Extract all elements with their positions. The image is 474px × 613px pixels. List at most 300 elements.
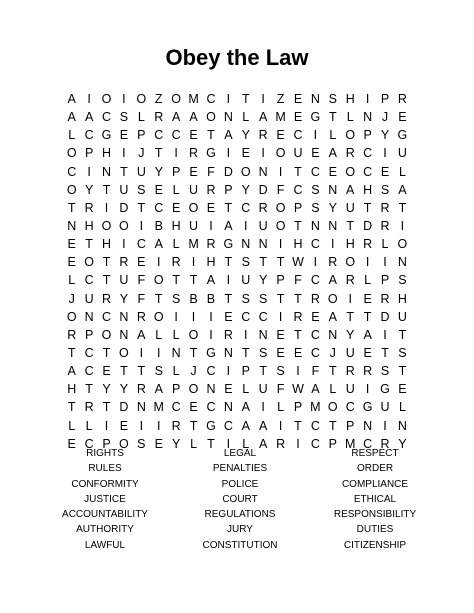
grid-letter: T [189, 418, 198, 433]
word-list-item: LEGAL [223, 448, 257, 459]
grid-letter: T [102, 255, 111, 270]
grid-letter: N [363, 110, 373, 125]
grid-letter: U [258, 218, 268, 233]
grid-letter: T [363, 309, 372, 324]
grid-letter: A [67, 364, 76, 379]
grid-letter: T [398, 364, 407, 379]
grid-letter: E [380, 164, 390, 179]
grid-letter: I [383, 146, 387, 161]
grid-letter: O [84, 255, 94, 270]
grid-letter: C [310, 164, 320, 179]
word-list-item: RESPONSIBILITY [333, 509, 417, 521]
grid-letter: A [189, 110, 198, 125]
grid-letter: C [206, 364, 216, 379]
grid-letter: I [244, 218, 248, 233]
word-list-item: DUTIES [356, 524, 394, 536]
grid-letter: S [259, 291, 268, 306]
grid-letter: I [87, 92, 91, 106]
grid-letter: G [310, 110, 321, 125]
grid-letter: L [155, 327, 163, 342]
grid-letter: I [278, 164, 283, 179]
word-list-item: JURY [227, 524, 253, 536]
grid-letter: J [190, 364, 197, 379]
grid-letter: U [345, 200, 355, 215]
grid-letter: R [171, 418, 181, 433]
grid-letter: R [345, 364, 355, 379]
grid-letter: B [189, 291, 198, 306]
grid-letter: Y [171, 436, 181, 451]
grid-letter: H [84, 218, 94, 233]
grid-letter: C [310, 345, 320, 360]
grid-letter: I [209, 218, 213, 233]
grid-letter: N [397, 418, 407, 433]
grid-letter: T [276, 255, 285, 270]
grid-letter: F [137, 273, 146, 288]
grid-letter: I [191, 309, 196, 324]
grid-letter: U [293, 146, 303, 161]
grid-letter: A [259, 418, 268, 433]
grid-letter: U [119, 182, 129, 197]
grid-letter: C [171, 400, 181, 415]
grid-letter: M [188, 92, 199, 106]
grid-letter: D [223, 164, 233, 179]
grid-letter: N [258, 327, 268, 342]
grid-letter: R [171, 255, 181, 270]
grid-letter: R [84, 200, 94, 215]
grid-row [63, 271, 411, 289]
grid-letter: U [241, 273, 251, 288]
grid-letter: T [276, 291, 285, 306]
grid-letter: S [328, 92, 337, 106]
grid-letter: E [363, 345, 372, 360]
grid-letter: I [313, 128, 318, 143]
grid-letter: R [363, 364, 373, 379]
grid-letter: N [84, 309, 94, 324]
grid-letter: R [276, 436, 286, 451]
grid-letter: P [380, 273, 390, 288]
grid-row [63, 380, 411, 398]
grid-letter: T [172, 273, 180, 288]
grid-letter: O [397, 237, 408, 252]
grid-row [63, 290, 411, 308]
grid-row [63, 235, 411, 253]
grid-letter: C [102, 110, 112, 125]
grid-letter: U [119, 273, 129, 288]
grid-letter: T [346, 218, 355, 233]
grid-letter: R [136, 309, 146, 324]
grid-letter: P [293, 400, 303, 415]
grid-letter: W [292, 382, 304, 397]
grid-letter: I [278, 309, 283, 324]
grid-letter: C [84, 273, 94, 288]
grid-letter: I [226, 273, 231, 288]
grid-letter: A [224, 218, 233, 233]
grid-letter: U [345, 382, 355, 397]
grid-letter: E [293, 92, 303, 106]
grid-letter: I [156, 345, 161, 360]
grid-letter: D [258, 182, 268, 197]
grid-letter: I [365, 92, 370, 106]
grid-letter: I [383, 418, 387, 433]
grid-letter: O [136, 92, 147, 106]
grid-letter: T [363, 200, 372, 215]
grid-letter: L [68, 418, 76, 433]
grid-letter: E [189, 164, 198, 179]
grid-row [63, 90, 411, 108]
grid-letter: L [172, 182, 180, 197]
word-list-item: PENALTIES [212, 463, 268, 475]
grid-letter: N [119, 309, 129, 324]
grid-letter: E [224, 309, 233, 324]
grid-letter: P [137, 128, 146, 143]
word-list-item: ORDER [356, 463, 394, 475]
grid-letter: Y [119, 382, 129, 397]
grid-letter: E [189, 400, 198, 415]
grid-letter: T [224, 200, 233, 215]
grid-letter: O [188, 327, 199, 342]
grid-letter: G [206, 418, 216, 433]
grid-letter: C [363, 164, 373, 179]
grid-letter: J [138, 146, 145, 161]
grid-letter: I [122, 237, 126, 252]
grid-letter: H [345, 92, 355, 106]
grid-letter: I [122, 92, 126, 106]
grid-letter: T [154, 146, 163, 161]
grid-letter: N [223, 110, 233, 125]
grid-letter: S [398, 345, 407, 360]
grid-letter: N [241, 237, 251, 252]
word-list-item: CITIZENSHIP [343, 539, 407, 551]
grid-letter: C [310, 273, 320, 288]
grid-letter: A [311, 382, 320, 397]
grid-letter: L [329, 128, 337, 143]
grid-letter: I [296, 364, 300, 379]
word-list-item: AUTHORITY [76, 524, 134, 536]
grid-letter: I [261, 400, 265, 415]
grid-letter: E [119, 418, 129, 433]
grid-letter: P [380, 92, 390, 106]
grid-letter: C [293, 128, 303, 143]
grid-letter: S [171, 291, 181, 306]
grid-letter: R [136, 382, 146, 397]
grid-letter: C [206, 92, 216, 106]
grid-row [63, 108, 411, 126]
grid-letter: E [363, 291, 372, 306]
grid-letter: I [261, 92, 265, 106]
grid-letter: T [381, 345, 389, 360]
grid-letter: A [259, 436, 268, 451]
grid-letter: S [154, 364, 163, 379]
grid-letter: O [101, 327, 112, 342]
grid-letter: N [67, 218, 77, 233]
grid-letter: N [223, 345, 233, 360]
grid-row [63, 344, 411, 362]
grid-letter: E [293, 110, 303, 125]
grid-row [63, 417, 411, 435]
grid-letter: Y [346, 327, 355, 342]
grid-letter: F [276, 382, 285, 397]
grid-letter: E [154, 436, 163, 451]
grid-letter: I [104, 418, 109, 433]
grid-letter: S [259, 345, 268, 360]
grid-letter: R [206, 237, 216, 252]
grid-letter: L [190, 436, 198, 451]
grid-letter: T [224, 291, 233, 306]
grid-row [63, 362, 411, 380]
grid-letter: U [345, 345, 355, 360]
grid-letter: Z [276, 92, 285, 106]
grid-letter: T [102, 273, 111, 288]
grid-letter: T [259, 255, 267, 270]
grid-letter: A [328, 309, 337, 324]
grid-letter: E [241, 146, 250, 161]
grid-letter: P [224, 182, 233, 197]
grid-letter: L [398, 400, 406, 415]
grid-row [63, 126, 411, 144]
grid-letter: I [139, 218, 144, 233]
grid-letter: T [328, 110, 337, 125]
grid-letter: N [206, 382, 216, 397]
grid-letter: E [398, 110, 407, 125]
grid-letter: C [206, 400, 216, 415]
grid-letter: N [136, 400, 146, 415]
grid-letter: Y [84, 182, 94, 197]
grid-letter: T [294, 291, 302, 306]
grid-letter: E [224, 382, 233, 397]
grid-letter: T [241, 345, 250, 360]
grid-letter: R [293, 309, 303, 324]
grid-row [63, 308, 411, 326]
grid-letter: U [380, 400, 390, 415]
grid-letter: T [294, 327, 302, 342]
grid-letter: H [293, 237, 303, 252]
grid-letter: A [363, 327, 372, 342]
grid-letter: G [101, 128, 112, 143]
grid-letter: I [244, 327, 248, 342]
grid-letter: R [363, 237, 373, 252]
grid-letter: E [206, 200, 216, 215]
word-list-item: ETHICAL [353, 493, 397, 505]
grid-letter: C [154, 200, 164, 215]
grid-letter: U [136, 164, 146, 179]
grid-letter: I [156, 418, 161, 433]
grid-row [63, 163, 411, 181]
grid-letter: U [84, 291, 94, 306]
grid-letter: R [380, 436, 390, 451]
grid-letter: R [397, 92, 407, 106]
grid-letter: I [226, 436, 231, 451]
grid-letter: C [363, 436, 373, 451]
grid-letter: T [67, 345, 76, 360]
grid-letter: O [327, 400, 338, 415]
grid-letter: G [223, 237, 234, 252]
grid-letter: S [241, 255, 250, 270]
grid-letter: I [174, 146, 178, 161]
grid-letter: O [275, 200, 286, 215]
grid-letter: E [67, 237, 76, 252]
grid-letter: I [209, 327, 213, 342]
word-list-item: CONSTITUTION [202, 539, 278, 551]
grid-letter: J [329, 345, 336, 360]
grid-letter: T [259, 364, 267, 379]
grid-letter: N [363, 418, 373, 433]
grid-letter: P [346, 418, 355, 433]
grid-letter: P [84, 146, 94, 161]
grid-letter: D [119, 400, 129, 415]
grid-letter: E [137, 255, 146, 270]
grid-letter: L [242, 382, 250, 397]
grid-letter: W [292, 255, 304, 270]
grid-letter: O [66, 182, 77, 197]
grid-letter: R [206, 182, 216, 197]
grid-letter: N [397, 255, 407, 270]
grid-letter: T [224, 255, 233, 270]
grid-letter: G [362, 400, 373, 415]
grid-letter: Y [328, 200, 337, 215]
grid-letter: R [258, 200, 268, 215]
grid-letter: C [102, 309, 112, 324]
grid-letter: D [119, 200, 129, 215]
grid-letter: H [363, 182, 373, 197]
grid-letter: O [206, 110, 216, 125]
grid-letter: N [258, 164, 268, 179]
grid-letter: N [328, 327, 338, 342]
grid-letter: N [102, 164, 112, 179]
grid-letter: D [363, 218, 373, 233]
grid-letter: E [154, 182, 163, 197]
grid-letter: O [275, 218, 286, 233]
word-list-item: RIGHTS [86, 448, 124, 459]
grid-letter: A [206, 273, 216, 288]
grid-letter: R [84, 400, 94, 415]
grid-letter: E [398, 382, 407, 397]
grid-letter: R [345, 146, 355, 161]
grid-letter: C [310, 436, 320, 451]
grid-letter: C [310, 327, 320, 342]
grid-letter: T [294, 418, 302, 433]
grid-letter: L [68, 128, 76, 143]
grid-letter: O [275, 146, 286, 161]
grid-letter: N [310, 218, 320, 233]
grid-letter: I [156, 255, 161, 270]
grid-letter: O [119, 345, 129, 360]
grid-letter: L [172, 364, 180, 379]
grid-letter: Y [259, 273, 268, 288]
grid-letter: U [397, 309, 407, 324]
grid-letter: A [67, 110, 76, 125]
grid-letter: I [348, 291, 352, 306]
grid-letter: U [189, 218, 199, 233]
grid-letter: N [310, 92, 320, 106]
grid-letter: S [311, 182, 320, 197]
word-list-item: COMPLIANCE [341, 478, 409, 490]
grid-letter: R [380, 291, 390, 306]
grid-letter: S [380, 364, 390, 379]
grid-letter: I [296, 436, 300, 451]
grid-letter: P [171, 164, 181, 179]
grid-row [63, 181, 411, 199]
grid-letter: T [102, 345, 111, 360]
grid-letter: L [172, 327, 180, 342]
grid-letter: P [241, 364, 250, 379]
grid-letter: P [328, 436, 337, 451]
grid-letter: O [153, 273, 164, 288]
grid-letter: C [84, 345, 94, 360]
grid-letter: P [102, 436, 111, 451]
grid-letter: C [84, 128, 94, 143]
grid-letter: S [241, 291, 250, 306]
grid-letter: T [241, 92, 250, 106]
grid-letter: A [67, 92, 76, 106]
grid-letter: T [137, 200, 146, 215]
grid-letter: I [139, 345, 144, 360]
grid-letter: T [328, 364, 337, 379]
grid-letter: G [380, 382, 390, 397]
grid-letter: L [85, 418, 93, 433]
grid-letter: E [276, 128, 285, 143]
grid-letter: T [398, 200, 407, 215]
grid-letter: N [328, 218, 338, 233]
grid-letter: L [329, 382, 337, 397]
grid-letter: P [293, 200, 303, 215]
word-list-item: JUSTICE [84, 493, 126, 505]
grid-letter: T [294, 164, 302, 179]
grid-letter: C [258, 309, 268, 324]
grid-letter: R [310, 291, 320, 306]
grid-letter: H [102, 146, 112, 161]
grid-letter: Y [154, 164, 163, 179]
grid-letter: E [189, 128, 198, 143]
grid-letter: C [223, 418, 233, 433]
grid-letter: N [171, 345, 181, 360]
word-column [310, 446, 440, 553]
grid-letter: J [68, 291, 75, 306]
grid-letter: I [226, 364, 231, 379]
grid-letter: T [120, 364, 128, 379]
grid-letter: C [154, 128, 164, 143]
grid-letter: E [276, 327, 285, 342]
grid-letter: E [311, 309, 320, 324]
grid-row [63, 199, 411, 217]
grid-letter: N [223, 400, 233, 415]
grid-row [63, 144, 411, 162]
grid-letter: A [171, 110, 181, 125]
grid-letter: E [102, 364, 111, 379]
letter-grid [63, 90, 411, 453]
grid-letter: G [206, 146, 216, 161]
grid-letter: S [398, 273, 407, 288]
grid-letter: S [137, 182, 146, 197]
grid-letter: C [241, 309, 251, 324]
grid-letter: P [276, 273, 285, 288]
grid-letter: U [189, 182, 199, 197]
grid-letter: Y [102, 382, 111, 397]
grid-letter: C [84, 364, 94, 379]
grid-row [63, 253, 411, 271]
grid-letter: N [258, 237, 268, 252]
grid-letter: F [311, 364, 320, 379]
word-list-item: REGULATIONS [204, 509, 276, 521]
grid-letter: H [171, 218, 181, 233]
grid-letter: R [258, 128, 268, 143]
grid-row [63, 326, 411, 344]
grid-letter: C [345, 400, 355, 415]
grid-letter: H [345, 237, 355, 252]
grid-letter: R [154, 110, 164, 125]
grid-letter: E [328, 164, 337, 179]
grid-letter: B [154, 218, 163, 233]
grid-letter: P [363, 128, 372, 143]
